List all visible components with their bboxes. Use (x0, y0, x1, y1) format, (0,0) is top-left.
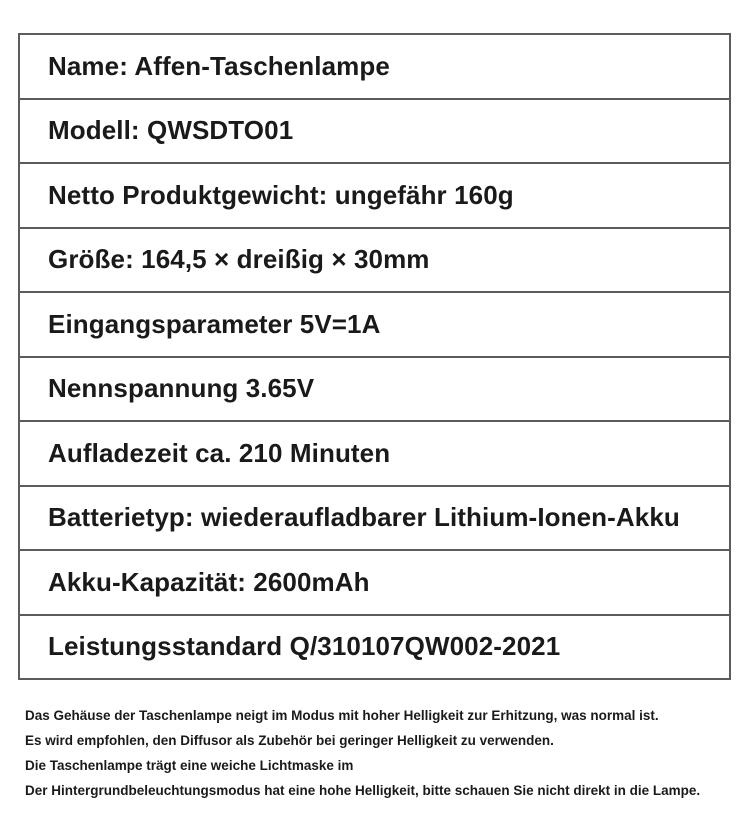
spec-battery-type: Batterietyp: wiederaufladbarer Lithium-Ionen-Akku (48, 502, 680, 533)
spec-name: Name: Affen-Taschenlampe (48, 50, 390, 81)
note-line: Die Taschenlampe trägt eine weiche Lichtmaske im (25, 758, 354, 773)
spec-row-charge-time (20, 422, 729, 487)
spec-row-battery-type (20, 487, 729, 552)
spec-weight: Netto Produktgewicht: ungefähr 160g (48, 179, 514, 210)
spec-row-weight (20, 164, 729, 229)
note-line: Das Gehäuse der Taschenlampe neigt im Modus mit hoher Helligkeit zur Erhitzung, was normal ist. (25, 708, 659, 723)
spec-row-standard (20, 616, 729, 679)
spec-performance-standard: Leistungsstandard Q/310107QW002-2021 (48, 631, 561, 662)
note-line: Der Hintergrundbeleuchtungsmodus hat eine hohe Helligkeit, bitte schauen Sie nicht direkt in die Lampe. (25, 783, 701, 798)
spec-rated-voltage: Nennspannung 3.65V (48, 373, 315, 404)
spec-input-parameters: Eingangsparameter 5V=1A (48, 308, 381, 339)
spec-row-name (20, 35, 729, 100)
spec-size: Größe: 164,5 × dreißig × 30mm (48, 244, 430, 275)
spec-row-capacity (20, 551, 729, 616)
notes-section (25, 703, 740, 803)
spec-model: Modell: QWSDTO01 (48, 115, 294, 146)
spec-battery-capacity: Akku-Kapazität: 2600mAh (48, 566, 370, 597)
spec-row-model (20, 100, 729, 165)
spec-row-size (20, 229, 729, 294)
spec-table (18, 33, 731, 680)
spec-charge-time: Aufladezeit ca. 210 Minuten (48, 437, 391, 468)
spec-row-voltage (20, 358, 729, 423)
spec-row-input (20, 293, 729, 358)
note-line: Es wird empfohlen, den Diffusor als Zubehör bei geringer Helligkeit zu verwenden. (25, 733, 554, 748)
